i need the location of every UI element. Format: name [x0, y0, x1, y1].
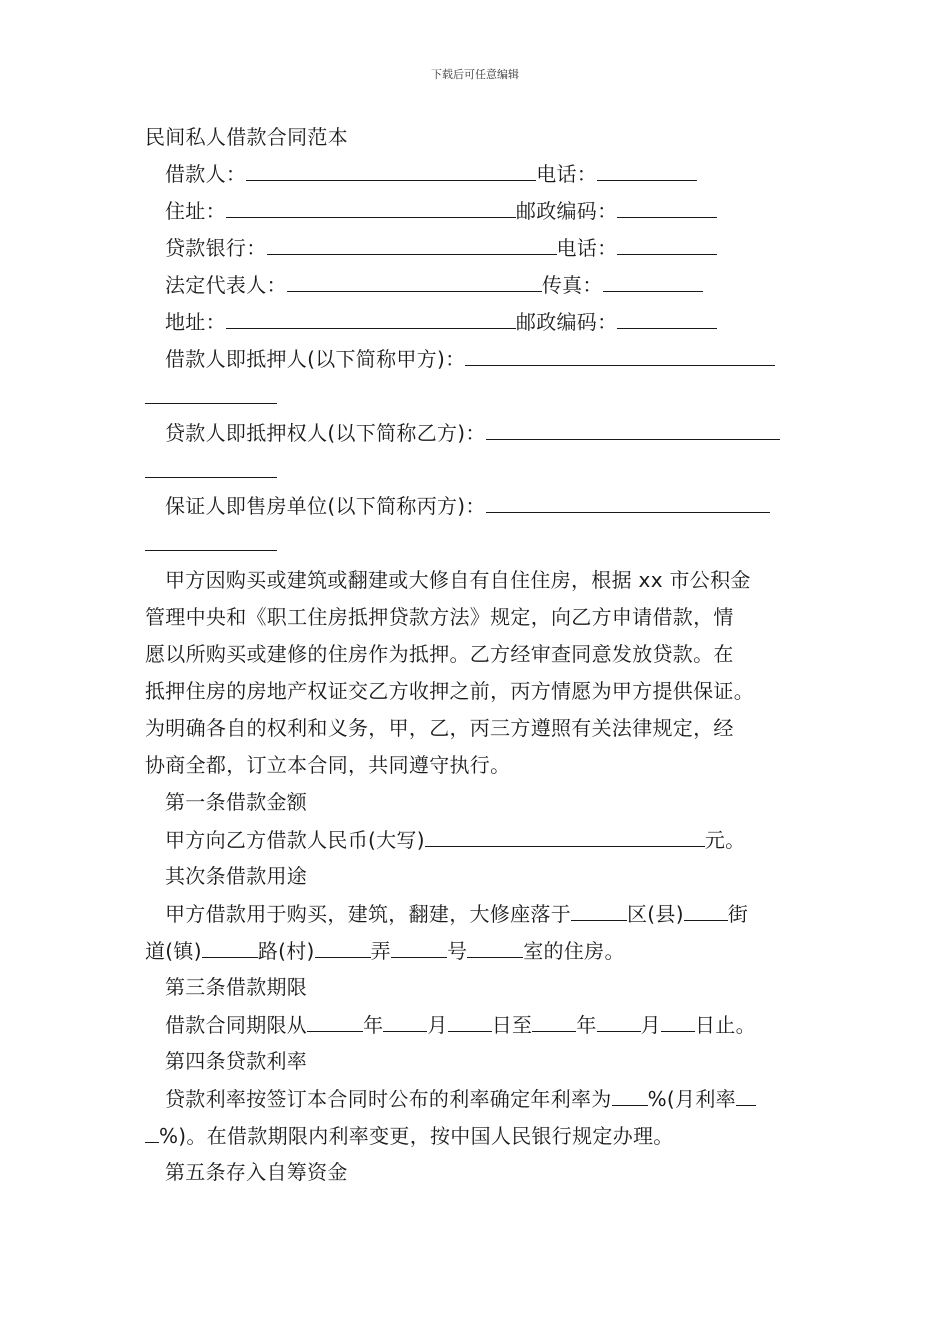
- loan-amount-blank[interactable]: [425, 826, 705, 847]
- end-day-blank[interactable]: [661, 1011, 695, 1032]
- bank-address-label: 地址：: [165, 310, 226, 334]
- article-4-body-cont: %)。在借款期限内利率变更，按中国人民银行规定办理。: [145, 1122, 674, 1149]
- address-label: 住址：: [165, 199, 226, 223]
- end-month-blank[interactable]: [597, 1011, 641, 1032]
- bank-blank[interactable]: [267, 234, 557, 255]
- party-a-blank[interactable]: [465, 345, 775, 366]
- preamble-line: 抵押住房的房地产权证交乙方收押之前，丙方情愿为甲方提供保证。: [145, 679, 754, 703]
- bank-label: 贷款银行：: [165, 236, 267, 260]
- article-3-heading: 第三条借款期限: [165, 975, 308, 999]
- party-c-blank-continued[interactable]: [145, 550, 277, 551]
- borrower-blank[interactable]: [246, 160, 536, 181]
- party-b-line: [165, 419, 780, 446]
- preamble-line: 为明确各自的权利和义务，甲，乙，丙三方遵照有关法律规定，经: [145, 716, 734, 740]
- bank-postcode-blank[interactable]: [617, 308, 717, 329]
- party-b-blank[interactable]: [486, 419, 780, 440]
- address-line: [165, 197, 717, 224]
- legal-rep-line: [165, 271, 703, 298]
- bank-postcode-label: 邮政编码：: [515, 310, 618, 334]
- party-c-label: 保证人即售房单位(以下简称丙方)：: [165, 494, 486, 518]
- phone-blank[interactable]: [597, 160, 697, 181]
- preamble-line: 甲方因购买或建筑或翻建或大修自有自住住房，根据 xx 市公积金: [165, 568, 751, 592]
- party-b-label: 贷款人即抵押权人(以下简称乙方)：: [165, 421, 486, 445]
- page-header: 下载后可任意编辑: [431, 68, 519, 81]
- article-4-heading: 第四条贷款利率: [165, 1049, 308, 1073]
- phone-label: 电话：: [536, 162, 598, 186]
- monthly-rate-blank-continued[interactable]: [145, 1122, 159, 1143]
- annual-rate-blank[interactable]: [612, 1085, 648, 1106]
- article-2-body-cont: 道(镇) 路(村) 弄 号 室的住房。: [145, 939, 625, 963]
- start-day-blank[interactable]: [448, 1011, 492, 1032]
- document-title: 民间私人借款合同范本: [145, 125, 348, 149]
- monthly-rate-blank[interactable]: [736, 1085, 756, 1106]
- article-4-body: 贷款利率按签订本合同时公布的利率确定年利率为 %(月利率: [165, 1085, 756, 1112]
- district-blank[interactable]: [571, 900, 627, 921]
- legal-rep-blank[interactable]: [287, 271, 542, 292]
- start-month-blank[interactable]: [383, 1011, 427, 1032]
- party-b-blank-continued[interactable]: [145, 477, 277, 478]
- party-c-blank[interactable]: [486, 492, 770, 513]
- party-a-line: [165, 345, 775, 372]
- road-blank[interactable]: [315, 937, 371, 958]
- bank-phone-label: 电话：: [556, 236, 618, 260]
- fax-blank[interactable]: [603, 271, 703, 292]
- article-1-heading: 第一条借款金额: [165, 790, 308, 814]
- town-blank[interactable]: [202, 937, 258, 958]
- preamble-line: 愿以所购买或建修的住房作为抵押。乙方经审查同意发放贷款。在: [145, 642, 734, 666]
- address-blank[interactable]: [226, 197, 516, 218]
- article-3-body: 借款合同期限从 年 月 日至 年 月 日止。: [165, 1013, 756, 1037]
- preamble-line: 管理中央和《职工住房抵押贷款方法》规定，向乙方申请借款，情: [145, 605, 734, 629]
- article-1-body: 甲方向乙方借款人民币(大写) 元。: [165, 828, 746, 852]
- party-a-label: 借款人即抵押人(以下简称甲方)：: [165, 347, 466, 371]
- bank-address-line: [165, 308, 717, 335]
- party-a-blank-continued[interactable]: [145, 403, 277, 404]
- borrower-label: 借款人：: [165, 162, 247, 186]
- street-blank[interactable]: [684, 900, 728, 921]
- fax-label: 传真：: [541, 273, 603, 297]
- postcode-blank[interactable]: [617, 197, 717, 218]
- article-2-body: 甲方借款用于购买，建筑，翻建，大修座落于 区(县) 街: [165, 902, 749, 926]
- party-c-line: [165, 492, 770, 519]
- number-blank[interactable]: [467, 937, 523, 958]
- article-5-heading: 第五条存入自筹资金: [165, 1160, 348, 1184]
- end-year-blank[interactable]: [532, 1011, 576, 1032]
- start-year-blank[interactable]: [307, 1011, 363, 1032]
- borrower-line: [165, 160, 697, 187]
- postcode-label: 邮政编码：: [515, 199, 618, 223]
- lane-blank[interactable]: [391, 937, 447, 958]
- bank-phone-blank[interactable]: [617, 234, 717, 255]
- preamble-line: 协商全都，订立本合同，共同遵守执行。: [145, 753, 511, 777]
- article-2-heading: 其次条借款用途: [165, 864, 308, 888]
- bank-line: [165, 234, 717, 261]
- bank-address-blank[interactable]: [226, 308, 516, 329]
- legal-rep-label: 法定代表人：: [165, 273, 287, 297]
